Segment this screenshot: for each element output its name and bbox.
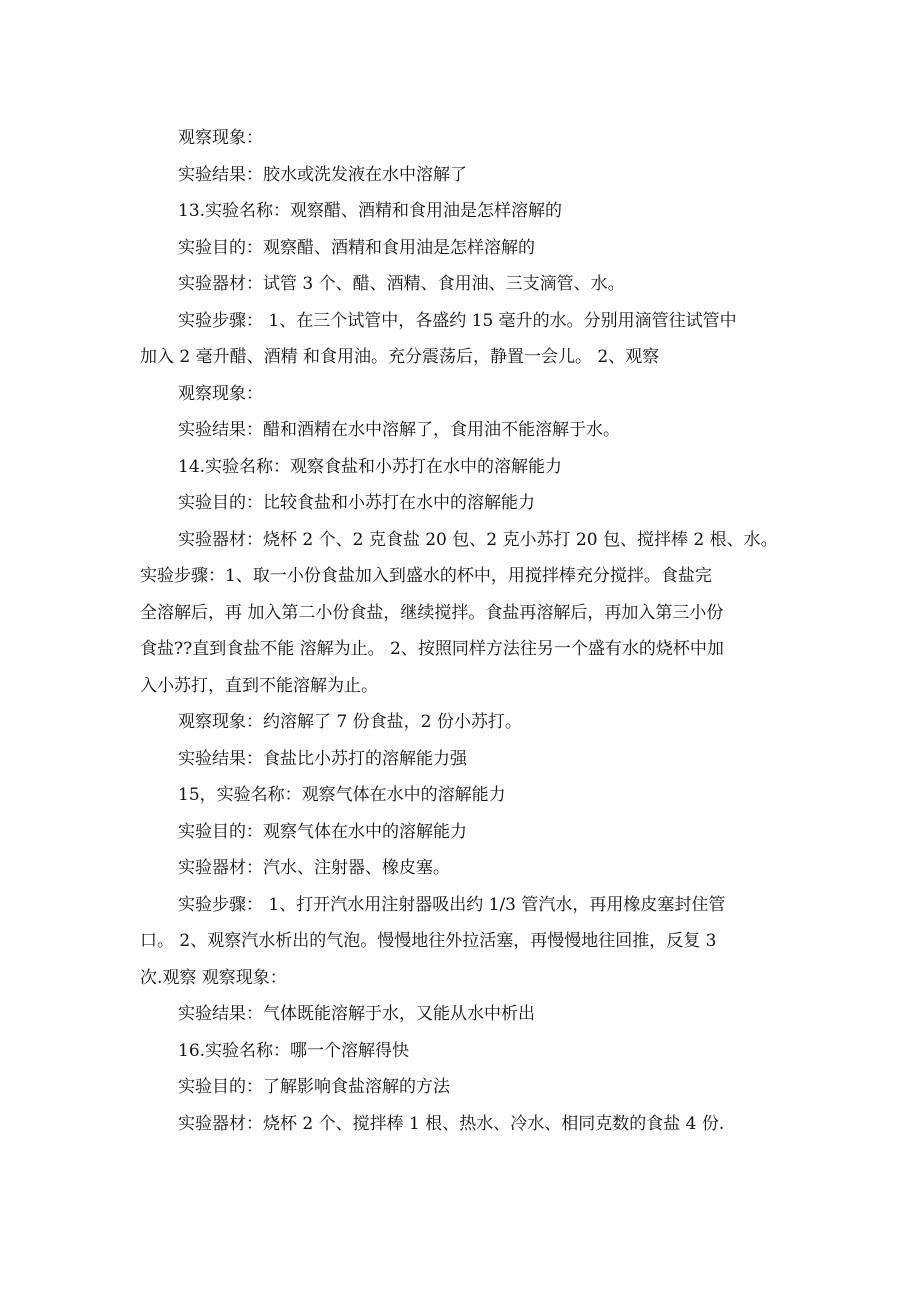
observation-label-13: 观察现象： — [178, 383, 263, 404]
experiment-14-steps-line-3: 食盐??直到食盐不能 溶解为止。 2、按照同样方法往另一个盛有水的烧杯中加 — [140, 639, 724, 659]
experiment-16-materials: 实验器材：烧杯 2 个、搅拌棒 1 根、热水、冷水、相同克数的食盐 4 份. — [178, 1113, 725, 1134]
experiment-15-steps-line-3: 次.观察 观察现象： — [140, 967, 287, 988]
result-14: 实验结果：食盐比小苏打的溶解能力强 — [178, 748, 467, 769]
experiment-15-steps — [140, 887, 800, 997]
experiment-15-steps-line-2: 口。 2、观察汽水析出的气泡。慢慢地往外拉活塞，再慢慢地往回推，反复 3 — [140, 931, 717, 951]
experiment-14-steps-line-1: 实验步骤：1、取一小份食盐加入到盛水的杯中，用搅拌棒充分搅拌。食盐完 — [140, 566, 712, 586]
observation-14: 观察现象：约溶解了 7 份食盐，2 份小苏打。 — [178, 712, 522, 732]
result-12: 实验结果：胶水或洗发液在水中溶解了 — [178, 164, 467, 185]
document-body — [140, 120, 800, 1142]
experiment-14-name: 14.实验名称：观察食盐和小苏打在水中的溶解能力 — [178, 456, 563, 477]
experiment-14-steps-line-2: 全溶解后，再 加入第二小份食盐，继续搅拌。食盐再溶解后，再加入第三小份 — [140, 602, 724, 623]
experiment-16-name: 16.实验名称：哪一个溶解得快 — [178, 1040, 410, 1061]
experiment-13-steps-line-2: 加入 2 毫升醋、酒精 和食用油。充分震荡后，静置一会儿。 2、观察 — [140, 347, 660, 367]
experiment-15-steps-line-1: 实验步骤： 1、打开汽水用注射器吸出约 1/3 管汽水，再用橡皮塞封住管 — [178, 894, 726, 915]
experiment-16-purpose: 实验目的：了解影响食盐溶解的方法 — [178, 1077, 450, 1097]
experiment-14-materials: 实验器材：烧杯 2 个、2 克食盐 20 包、2 克小苏打 20 包、搅拌棒 2 根、水。 — [178, 529, 778, 550]
experiment-14-steps — [140, 558, 800, 704]
experiment-15-materials: 实验器材：汽水、注射器、橡皮塞。 — [178, 858, 450, 878]
experiment-13-steps-line-1: 实验步骤： 1、在三个试管中，各盛约 15 毫升的水。分别用滴管往试管中 — [178, 310, 737, 331]
experiment-13-steps — [140, 303, 800, 376]
experiment-15-purpose: 实验目的：观察气体在水中的溶解能力 — [178, 821, 467, 842]
result-15: 实验结果：气体既能溶解于水，又能从水中析出 — [178, 1004, 535, 1024]
experiment-13-purpose: 实验目的：观察醋、酒精和食用油是怎样溶解的 — [178, 237, 535, 258]
result-13: 实验结果：醋和酒精在水中溶解了，食用油不能溶解于水。 — [178, 420, 620, 440]
observation-label-1: 观察现象： — [178, 128, 263, 148]
experiment-14-purpose: 实验目的：比较食盐和小苏打在水中的溶解能力 — [178, 493, 535, 513]
experiment-13-name: 13.实验名称：观察醋、酒精和食用油是怎样溶解的 — [178, 201, 563, 221]
experiment-15-name: 15，实验名称：观察气体在水中的溶解能力 — [178, 785, 506, 805]
experiment-14-steps-line-4: 入小苏打，直到不能溶解为止。 — [140, 675, 378, 696]
experiment-13-materials: 实验器材：试管 3 个、醋、酒精、食用油、三支滴管、水。 — [178, 274, 625, 294]
